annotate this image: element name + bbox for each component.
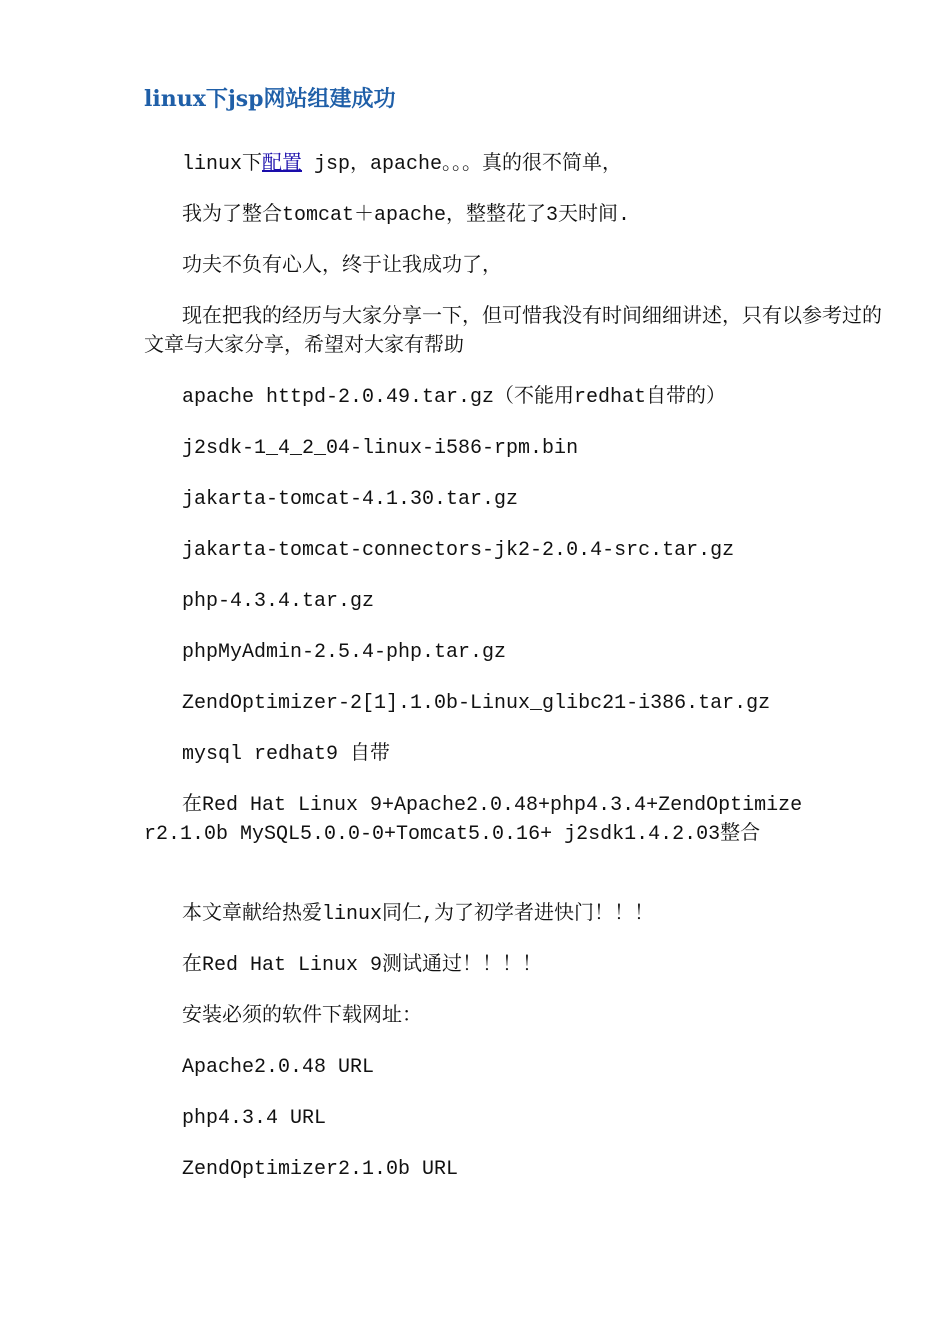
url-item-zend: ZendOptimizer2.1.0b URL [182, 1158, 459, 1181]
list-item-mysql: mysql redhat9 自带 [182, 743, 391, 766]
paragraph-tomcat-apache: 我为了整合tomcat＋apache，整整花了3天时间. [182, 204, 631, 227]
list-item-php: php-4.3.4.tar.gz [182, 590, 375, 613]
list-item-zend: ZendOptimizer-2[1].1.0b-Linux_glibc21-i386.tar.gz [182, 692, 771, 715]
paragraph-tested: 在Red Hat Linux 9测试通过！！！！ [182, 954, 543, 977]
article-title: linux下jsp网站组建成功 [144, 86, 396, 112]
list-item-tomcat: jakarta-tomcat-4.1.30.tar.gz [182, 488, 519, 511]
list-item-j2sdk: j2sdk-1_4_2_04-linux-i586-rpm.bin [182, 437, 579, 460]
list-item-connectors: jakarta-tomcat-connectors-jk2-2.0.4-src.tar.gz [182, 539, 735, 562]
paragraph-success: 功夫不负有心人，终于让我成功了， [182, 255, 502, 278]
url-item-php: php4.3.4 URL [182, 1107, 327, 1130]
list-item-phpmyadmin: phpMyAdmin-2.5.4-php.tar.gz [182, 641, 507, 664]
intro-paragraph [144, 150, 884, 179]
intro-suffix: jsp，apache。。。真的很不简单， [302, 153, 623, 176]
list-item-apache: apache httpd-2.0.49.tar.gz（不能用redhat自带的） [182, 386, 727, 409]
paragraph-download-heading: 安装必须的软件下载网址： [182, 1005, 422, 1028]
paragraph-integration: 在Red Hat Linux 9+Apache2.0.48+php4.3.4+ZendOptimizer2.1.0b MySQL5.0.0-0+Tomcat5.0.16+ j2sdk1.4.2.03整合 [144, 794, 803, 846]
url-item-apache: Apache2.0.48 URL [182, 1056, 375, 1079]
config-link[interactable]: 配置 [262, 153, 303, 176]
intro-prefix: linux下 [182, 153, 263, 176]
paragraph-dedication: 本文章献给热爱linux同仁,为了初学者进快门！！！ [182, 903, 655, 926]
paragraph-share: 现在把我的经历与大家分享一下，但可惜我没有时间细细讲述，只有以参考过的文章与大家分享，希望对大家有帮助 [144, 306, 882, 358]
